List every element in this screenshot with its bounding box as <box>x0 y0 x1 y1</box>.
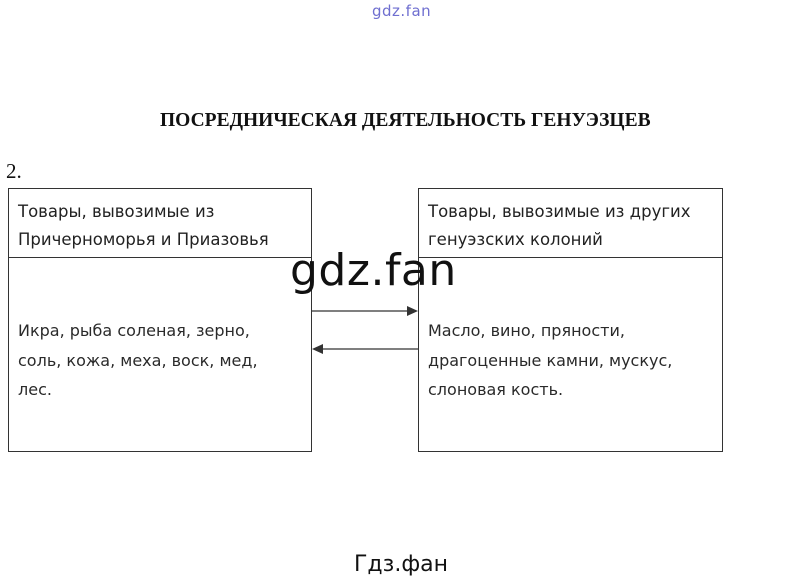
right-body-line: Масло, вино, пряности, <box>428 321 625 340</box>
watermark-bottom: Гдз.фан <box>354 552 448 577</box>
left-header-line: Товары, вывозимые из <box>18 202 215 221</box>
left-body-line: Икра, рыба соленая, зерно, <box>18 321 250 340</box>
left-body-line: соль, кожа, меха, воск, мед, <box>18 350 258 370</box>
right-body-line: слоновая кость. <box>428 380 564 399</box>
left-body-line: лес. <box>18 380 52 399</box>
task-number: 2. <box>6 159 22 183</box>
watermark-middle: gdz.fan <box>290 245 457 296</box>
arrow-to-left-icon <box>312 344 418 354</box>
right-header-line: генуэзских колоний <box>428 230 603 249</box>
arrow-to-right-icon <box>312 306 418 316</box>
diagram-title: ПОСРЕДНИЧЕСКАЯ ДЕЯТЕЛЬНОСТЬ ГЕНУЭЗЦЕВ <box>160 110 651 131</box>
right-body-line: драгоценные камни, мускус, <box>428 350 673 370</box>
right-header-line: Товары, вывозимые из других <box>428 202 691 221</box>
watermark-top: gdz.fan <box>372 2 432 20</box>
left-header-line: Причерноморья и Приазовья <box>18 230 269 249</box>
